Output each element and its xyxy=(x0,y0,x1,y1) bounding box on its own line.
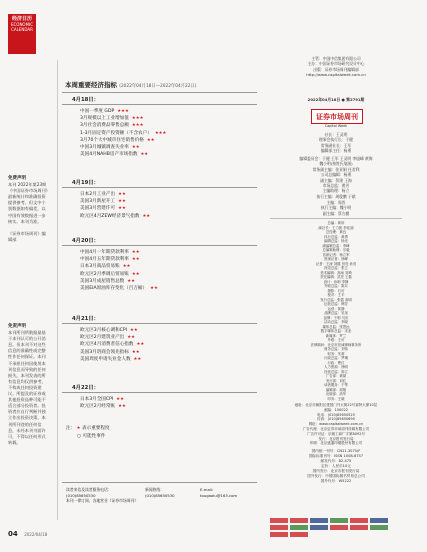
importance-stars: ★★★ xyxy=(131,116,144,122)
supervisor: 主管：中国中信集团有限公司 xyxy=(311,56,361,61)
indicator-name: 日本3月全国CPI xyxy=(80,397,114,402)
indicator-item xyxy=(80,144,166,151)
indicator-item xyxy=(80,334,144,341)
staff-line: 资深记者：徐峰 xyxy=(324,257,348,261)
staff-line: 设计：孙明 李静 xyxy=(323,279,349,284)
staff-line: 发行总监：张霞 高明 xyxy=(320,297,352,302)
importance-stars: ★★ xyxy=(130,328,138,333)
importance-stars: ★★ xyxy=(140,152,149,158)
title-rule xyxy=(62,92,257,93)
registration-block xyxy=(268,449,404,484)
importance-stars: ★★ xyxy=(142,213,151,219)
staff-line: 总编：黄用 xyxy=(327,221,345,225)
staff-line: 副社长：王力凯 李佳丽 xyxy=(318,225,354,230)
indicator-list xyxy=(80,396,126,410)
indicator-item xyxy=(80,249,158,256)
staff-line: 传真：(010)85650690 xyxy=(317,417,355,422)
legend-title: 注： xyxy=(66,426,76,431)
page-number: 04 xyxy=(8,530,18,538)
staff-line: 常务副主编：张亚娟 任君利 xyxy=(312,166,360,172)
staff-line: 公司总编辑：杨勇 xyxy=(320,172,352,178)
staff-line: 邮编：100022 xyxy=(324,407,348,412)
importance-stars: ★★ xyxy=(127,335,135,341)
day-heading: 4月20日： xyxy=(72,238,99,244)
staff-line: 出版部：高华 xyxy=(325,392,347,396)
left-note-2 xyxy=(8,324,48,446)
staff-line: 国外发行：中国国际图书贸易总公司 xyxy=(307,474,365,478)
indicator-name: 欧元区4月消费者信心指数 xyxy=(80,342,134,348)
indicator-name: 3月70个大中城市住宅销售价格 xyxy=(80,137,144,143)
indicator-item xyxy=(80,130,166,137)
email-address: tougaolu@163.com xyxy=(200,492,238,498)
staff-line: 魏小明(按姓氏笔画) xyxy=(319,161,353,167)
indicator-item xyxy=(80,285,158,292)
right-rule xyxy=(270,218,402,219)
staff-line: 外联总监：陈月 xyxy=(324,284,348,288)
legend-importance: 表示重要程度 xyxy=(82,426,110,431)
footer-meta: 2022/04/18 xyxy=(24,532,48,537)
staff-line: 国内发行：北京市报刊发行局 xyxy=(312,469,360,473)
staff-line: 副主编：蔡建 王海 xyxy=(320,177,352,183)
importance-stars: ★★ xyxy=(116,397,124,402)
indicator-name: 欧元区2月季调后贸易账 xyxy=(80,271,129,277)
staff-line: 主编助理：杨立 xyxy=(322,188,350,194)
staff-line: 印务：王晓 xyxy=(327,396,345,401)
importance-stars: ★★ xyxy=(122,264,131,270)
staff-line: 广告许可证：京朝工商广字第8092号 xyxy=(307,431,365,436)
reader-service-label: 读者来信及读者服务电话： xyxy=(66,487,112,492)
indicator-list xyxy=(80,191,150,220)
staff-line: 外联：王可 xyxy=(327,338,345,342)
legend-possible: 可能性事件 xyxy=(82,434,106,439)
title-text: 本周重要经济指标 xyxy=(65,81,117,89)
masthead-sub: Capital Week xyxy=(324,124,348,128)
logo-en2: CALENDAR xyxy=(11,27,33,32)
importance-stars: ★★ xyxy=(118,192,126,197)
staff-line: 执行主编：魏小明 xyxy=(320,205,352,211)
indicator-name: 美国3月成屋销售总数 xyxy=(80,278,125,284)
staff-line: 发行：北京报刊发行局 xyxy=(318,436,354,441)
star-icon: ★ xyxy=(76,426,81,431)
importance-stars: ★★ xyxy=(131,250,140,255)
column-divider xyxy=(57,60,58,520)
page-footer xyxy=(8,530,47,538)
staff-line: 执行总监：黄勇 xyxy=(324,234,348,239)
indicator-item xyxy=(80,115,166,122)
publisher: 出版：证券市场周刊编辑部 xyxy=(313,66,359,72)
indicator-name: 美国3月新屋开工 xyxy=(80,199,116,205)
staff-line: 财务总监：刘伟 xyxy=(324,347,348,351)
indicator-item xyxy=(80,263,158,270)
indicator-name: 欧元区2月建筑业产出 xyxy=(80,335,125,341)
indicator-name: 欧元区3月核心调和CPI xyxy=(80,328,128,333)
staff-line: 数字媒体总监：宋亚 xyxy=(320,329,352,333)
indicator-item xyxy=(80,278,158,285)
staff-line: 编辑部：周翔 xyxy=(325,387,347,392)
staff-line: 广告部：黄斌 xyxy=(325,374,347,378)
indicator-item xyxy=(80,403,126,410)
indicator-name: 美国3月谘商会领先指标 xyxy=(80,349,129,355)
staff-line: 印刷：北京盛通印刷股份有限公司 xyxy=(309,441,363,446)
contact-news xyxy=(145,487,175,498)
staff-line: 活动总监：李晓 xyxy=(324,320,348,324)
staff-line: 副主编：蔡方勤 xyxy=(322,210,350,216)
address-block xyxy=(268,403,404,446)
issue-line: 2022年04月18日 ● 第2791期 xyxy=(307,97,365,102)
staff-line: 读者服务：于琴 xyxy=(324,383,348,387)
day-rule xyxy=(62,187,257,188)
note2-heading: 免责声明 xyxy=(8,324,26,329)
staff-line: 人力资源：徐明 xyxy=(324,365,348,369)
indicator-item xyxy=(80,396,126,403)
logo-en1: ECONOMIC xyxy=(10,22,34,27)
indicator-name: 中国4月一年期贷款利率 xyxy=(80,250,129,255)
day-heading: 4月18日： xyxy=(72,97,99,103)
staff-line: 记者：王涛 刘健 田亮 孙亮 xyxy=(315,261,357,266)
contact-rule xyxy=(62,482,257,483)
masthead-logo: 证券市场周刊 xyxy=(311,109,363,124)
subscription-note: 本刊一律订阅，各地营业《证券市场周刊》 xyxy=(66,498,139,503)
day-rule xyxy=(62,392,257,393)
importance-stars: ★★ xyxy=(118,199,126,205)
day-heading: 4月21日： xyxy=(72,316,99,322)
economic-calendar-logo xyxy=(8,14,36,54)
indicator-name: 中国3月城镇调查失业率 xyxy=(80,145,129,151)
staff-line: 编辑部主任：杨勇 xyxy=(320,148,352,154)
contact-reader xyxy=(66,487,138,504)
staff-line: 国内统一刊号：CN11-3075/F xyxy=(311,449,361,453)
indicator-name: 美国4月NAHB房产市场指数 xyxy=(80,152,138,158)
email-label: E-mail: xyxy=(200,487,214,492)
staff-line: 运营：郭静 xyxy=(327,306,345,311)
indicator-list xyxy=(80,108,166,158)
staff-line: 运营总监：韩芳 xyxy=(324,302,348,306)
website: http://www.capitalweek.com.cn xyxy=(306,72,366,78)
calendar-title xyxy=(65,80,196,89)
day-rule xyxy=(62,245,257,246)
importance-stars: ★★★ xyxy=(117,109,129,114)
importance-stars: ★★ xyxy=(118,404,126,410)
staff-line: 邮发代号：82-475 xyxy=(320,459,352,463)
indicator-name: 欧元区4月ZEW经济景气指数 xyxy=(80,213,140,219)
importance-stars: ★★ xyxy=(136,342,145,348)
staff-line: 责任编辑：武亮 王磊 xyxy=(320,275,352,279)
staff-line: 校对：王平 xyxy=(327,293,345,297)
indicator-name: 欧元区2月经常帐 xyxy=(80,404,116,410)
contact-email xyxy=(200,487,237,498)
staff-line: 行政：曹红 xyxy=(327,360,345,365)
indicator-name: 中国4月五年期贷款利率 xyxy=(80,257,129,263)
importance-stars: ★★ xyxy=(150,286,158,292)
staff-line: 新媒体：罗兰 xyxy=(325,333,347,338)
indicator-item xyxy=(80,327,144,334)
indicator-name: 日本2月工业产出 xyxy=(80,192,116,197)
staff-line: 主编：周晋 xyxy=(326,200,346,205)
staff-line: 美术编辑：高雨 刘琦 xyxy=(320,270,352,275)
staff-line: 经营总监：廖立 xyxy=(324,369,348,374)
day-rule xyxy=(62,104,257,105)
indicator-list xyxy=(80,327,144,363)
indicator-name: 美国周度申请失业金人数 xyxy=(80,356,131,362)
indicator-name: 中国一季度 GDP xyxy=(80,109,115,114)
importance-stars: ★★ xyxy=(146,137,155,143)
partner-logos xyxy=(270,518,406,532)
staff-block-3 xyxy=(268,200,404,216)
importance-stars: ★★ xyxy=(127,278,135,284)
day-rule xyxy=(62,323,257,324)
staff-line: 地址：北京市朝阳区建国门外大街22号赛特大厦10层 xyxy=(294,403,378,407)
staff-line: 品牌总监：吴尧 xyxy=(324,311,348,315)
staff-line: 摄影：石可 xyxy=(327,288,345,293)
staff-line: 副编辑总监：李峰 xyxy=(322,243,350,248)
staff-line: 总经理：黄良 xyxy=(325,230,347,234)
staff-line: 国外代号：W5222 xyxy=(320,479,352,483)
day-heading: 4月19日： xyxy=(72,180,99,186)
indicator-item xyxy=(80,356,144,363)
day-heading: 4月22日： xyxy=(72,385,99,391)
indicator-item xyxy=(80,205,150,212)
staff-block-1 xyxy=(268,132,404,154)
importance-stars: ★★★ xyxy=(131,123,144,129)
note1-body: 本刊 2022年第23期《中国证券市场周刊》最新统计和准确投资提供参考。但文中个别数据如有偏差，以中国有效数据进一步核实。本刊为准。 xyxy=(8,182,48,224)
legend xyxy=(66,425,110,441)
staff-line: 媒体总监：张思远 xyxy=(322,324,350,329)
indicator-list xyxy=(80,249,158,292)
indicator-item xyxy=(80,198,150,205)
indicator-name: 1-3月固定资产投资额（不含农户） xyxy=(80,130,152,136)
staff-line: 执行主编：周俊鹏 于斌 xyxy=(316,193,356,199)
indicator-item xyxy=(80,349,144,356)
staff-line: 首席记者：杨立军 xyxy=(322,252,350,257)
left-note-1 xyxy=(8,176,48,243)
indicator-item xyxy=(80,271,158,278)
staff-line: 国际标准刊号：ISSN 1008-6757 xyxy=(308,454,364,458)
staff-line: 网址：www.capitalweek.com.cn xyxy=(308,422,364,427)
staff-line: 行政总监：罗琳 xyxy=(324,356,348,360)
importance-stars: ★★ xyxy=(118,206,126,212)
staff-line: 总编辑助理：宗毅 xyxy=(322,248,350,252)
importance-stars: ★★ xyxy=(133,356,142,362)
staff-block-4 xyxy=(268,221,404,401)
news-hotline-phone: (010)85650530 xyxy=(145,492,175,498)
note1-ad: 《证券市场周刊》编辑部 xyxy=(8,230,46,242)
importance-stars: ★★ xyxy=(131,349,140,355)
importance-stars: ★★ xyxy=(131,145,140,151)
date-range: (2022年04月18日—2022年04月22日) xyxy=(119,84,197,89)
reader-service-phone: (010)85650530 xyxy=(66,492,96,498)
staff-line: 广告代理：北京证券市场周刊传媒有限公司 xyxy=(302,426,370,431)
note2-body: 本刊所刊所数据最基于本刊认可的公开消息。但本刊不对这些信息的准确性或完整性作任何保证。本刊不承担任何因使用本刊信息而导致的任何损失。本刊发表的所有信息均仅供参考，不构成任何投资建议。所提及的证券或其他投资品种可能不适合部分投资者。投资者应自行判断并独立作出投资决策。本刊所刊登的任何信息，未经本刊书面许可，不得以任何形式转载。 xyxy=(8,330,46,445)
staff-line: 财务：朱莉 xyxy=(327,351,345,356)
staff-line: 定价：人民币10元 xyxy=(321,464,351,468)
importance-stars: ★★ xyxy=(131,271,140,277)
note1-heading: 免费声明 xyxy=(8,176,26,181)
indicator-item xyxy=(80,137,166,144)
staff-line: 市场总监：黄芳 xyxy=(322,183,350,189)
staff-line: 视觉总监：张立 xyxy=(324,266,348,270)
indicator-item xyxy=(80,108,166,115)
staff-line: 法律顾问：北京市信诚律师事务所 xyxy=(310,342,362,347)
logo-cn: 经济日历 xyxy=(11,16,32,22)
indicator-name: 美国3月营建许可 xyxy=(80,206,116,212)
sponsor: 主办：中国证券市场研究设计中心 xyxy=(307,61,365,67)
staff-line: 电话：(010)85650525 xyxy=(317,412,355,417)
staff-line: 编辑总监：杨光 xyxy=(324,239,348,243)
circle-icon: ○ xyxy=(77,434,82,439)
indicator-item xyxy=(80,151,166,158)
news-hotline-label: 新闻热线： xyxy=(145,487,164,492)
indicator-name: 美国EIA原油库存变化（百万桶） xyxy=(80,286,148,292)
staff-line: 社长：王灵明 xyxy=(324,132,348,137)
indicator-name: 3月社会消费品零售总额 xyxy=(80,123,129,129)
staff-line: 理事会执行长：于健 xyxy=(318,137,354,143)
indicator-item xyxy=(80,122,166,129)
importance-stars: ★★ xyxy=(131,257,140,263)
staff-block-2 xyxy=(268,156,404,199)
indicator-item xyxy=(80,256,158,263)
indicator-item xyxy=(80,191,150,198)
staff-line: 编辑委员会：于健 王军 王灵明 李旭峰 黄海 xyxy=(299,156,373,161)
importance-stars: ★★★ xyxy=(154,130,167,136)
publisher-info xyxy=(268,56,404,78)
staff-line: 品牌：于明 马庆 xyxy=(323,315,349,320)
staff-line: 常务副社长：王军 xyxy=(320,142,352,148)
indicator-name: 3月规模以上工业增加值 xyxy=(80,116,129,122)
indicator-item xyxy=(80,213,150,220)
indicator-item xyxy=(80,341,144,348)
staff-line: 发行部：刘红 xyxy=(325,378,347,383)
indicator-name: 日本3月商品贸易账 xyxy=(80,264,120,270)
